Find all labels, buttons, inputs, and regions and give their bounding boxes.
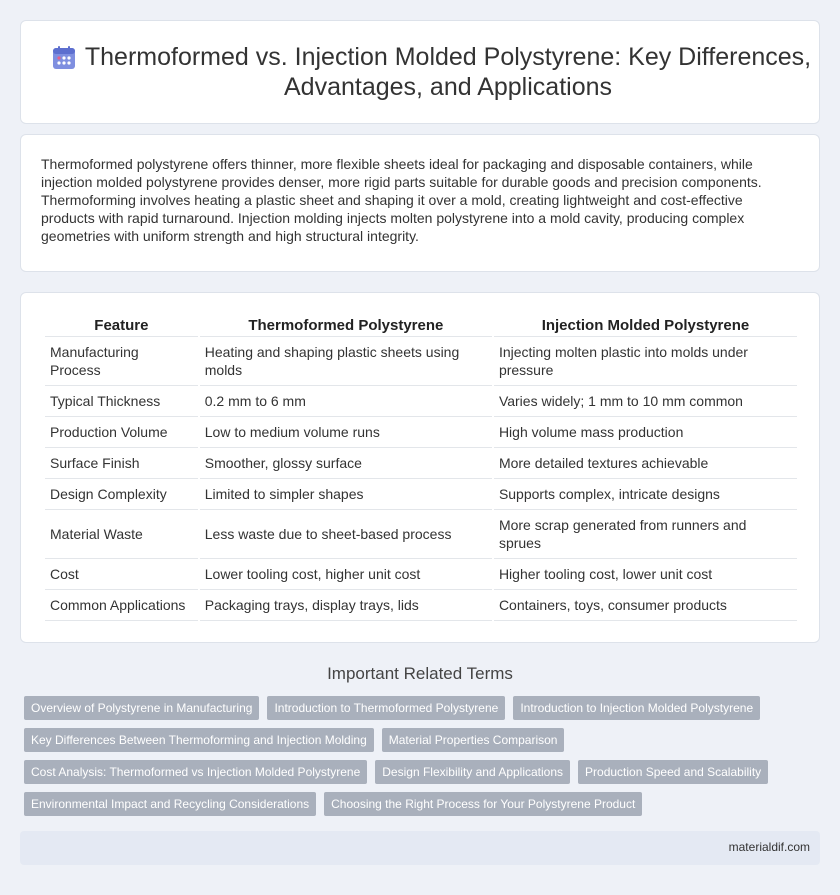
related-term-tag[interactable]: Production Speed and Scalability <box>578 760 768 784</box>
thermoformed-cell: Heating and shaping plastic sheets using molds <box>200 337 492 386</box>
table-row <box>45 386 797 417</box>
header-injection-molded: Injection Molded Polystyrene <box>494 315 797 337</box>
table-row <box>45 510 797 559</box>
header-thermoformed: Thermoformed Polystyrene <box>200 315 492 337</box>
injection-cell: Injecting molten plastic into molds under pressure <box>494 337 797 386</box>
related-term-tag[interactable]: Material Properties Comparison <box>382 728 565 752</box>
comparison-table <box>43 315 799 621</box>
injection-cell: More detailed textures achievable <box>494 448 797 479</box>
feature-cell: Common Applications <box>45 590 198 621</box>
injection-cell: Varies widely; 1 mm to 10 mm common <box>494 386 797 417</box>
table-row <box>45 417 797 448</box>
injection-cell: High volume mass production <box>494 417 797 448</box>
header-feature: Feature <box>45 315 198 337</box>
related-term-tag[interactable]: Cost Analysis: Thermoformed vs Injection Molded Polystyrene <box>24 760 367 784</box>
footer-bar <box>20 831 820 865</box>
related-terms-tags <box>24 696 824 824</box>
thermoformed-cell: 0.2 mm to 6 mm <box>200 386 492 417</box>
related-term-tag[interactable]: Key Differences Between Thermoforming and Injection Molding <box>24 728 374 752</box>
feature-cell: Material Waste <box>45 510 198 559</box>
table-row <box>45 590 797 621</box>
thermoformed-cell: Packaging trays, display trays, lids <box>200 590 492 621</box>
related-term-tag[interactable]: Choosing the Right Process for Your Polystyrene Product <box>324 792 642 816</box>
header-card <box>20 20 820 124</box>
injection-cell: Supports complex, intricate designs <box>494 479 797 510</box>
related-terms-title: Important Related Terms <box>327 664 513 683</box>
feature-cell: Design Complexity <box>45 479 198 510</box>
feature-cell: Production Volume <box>45 417 198 448</box>
thermoformed-cell: Less waste due to sheet-based process <box>200 510 492 559</box>
feature-cell: Manufacturing Process <box>45 337 198 386</box>
table-row <box>45 559 797 590</box>
page-title: Thermoformed vs. Injection Molded Polystyrene: Key Differences, Advantages, and Applications <box>84 43 812 101</box>
thermoformed-cell: Low to medium volume runs <box>200 417 492 448</box>
comparison-table-card <box>20 292 820 643</box>
related-term-tag[interactable]: Overview of Polystyrene in Manufacturing <box>24 696 259 720</box>
table-row <box>45 479 797 510</box>
thermoformed-cell: Lower tooling cost, higher unit cost <box>200 559 492 590</box>
injection-cell: More scrap generated from runners and sprues <box>494 510 797 559</box>
intro-paragraph: Thermoformed polystyrene offers thinner, more flexible sheets ideal for packaging and disposable containers, while injection molded polystyrene provides denser, more rigid parts suitable for durable goods and precision components. Thermoforming involves heating a plastic sheet and shaping it over a mold, creating lightweight and cost-effective products with rapid turnaround. Injection molding injects molten polystyrene into a mold cavity, producing complex geometries with uniform strength and high structural integrity. <box>41 156 762 244</box>
injection-cell: Higher tooling cost, lower unit cost <box>494 559 797 590</box>
intro-card <box>20 134 820 272</box>
feature-cell: Surface Finish <box>45 448 198 479</box>
feature-cell: Typical Thickness <box>45 386 198 417</box>
related-term-tag[interactable]: Design Flexibility and Applications <box>375 760 570 784</box>
feature-cell: Cost <box>45 559 198 590</box>
injection-cell: Containers, toys, consumer products <box>494 590 797 621</box>
table-header-row <box>45 315 797 337</box>
footer-site-link[interactable]: materialdif.com <box>728 840 810 854</box>
related-term-tag[interactable]: Introduction to Injection Molded Polystyrene <box>513 696 760 720</box>
thermoformed-cell: Smoother, glossy surface <box>200 448 492 479</box>
table-row <box>45 337 797 386</box>
related-term-tag[interactable]: Introduction to Thermoformed Polystyrene <box>267 696 505 720</box>
table-row <box>45 448 797 479</box>
related-term-tag[interactable]: Environmental Impact and Recycling Considerations <box>24 792 316 816</box>
thermoformed-cell: Limited to simpler shapes <box>200 479 492 510</box>
